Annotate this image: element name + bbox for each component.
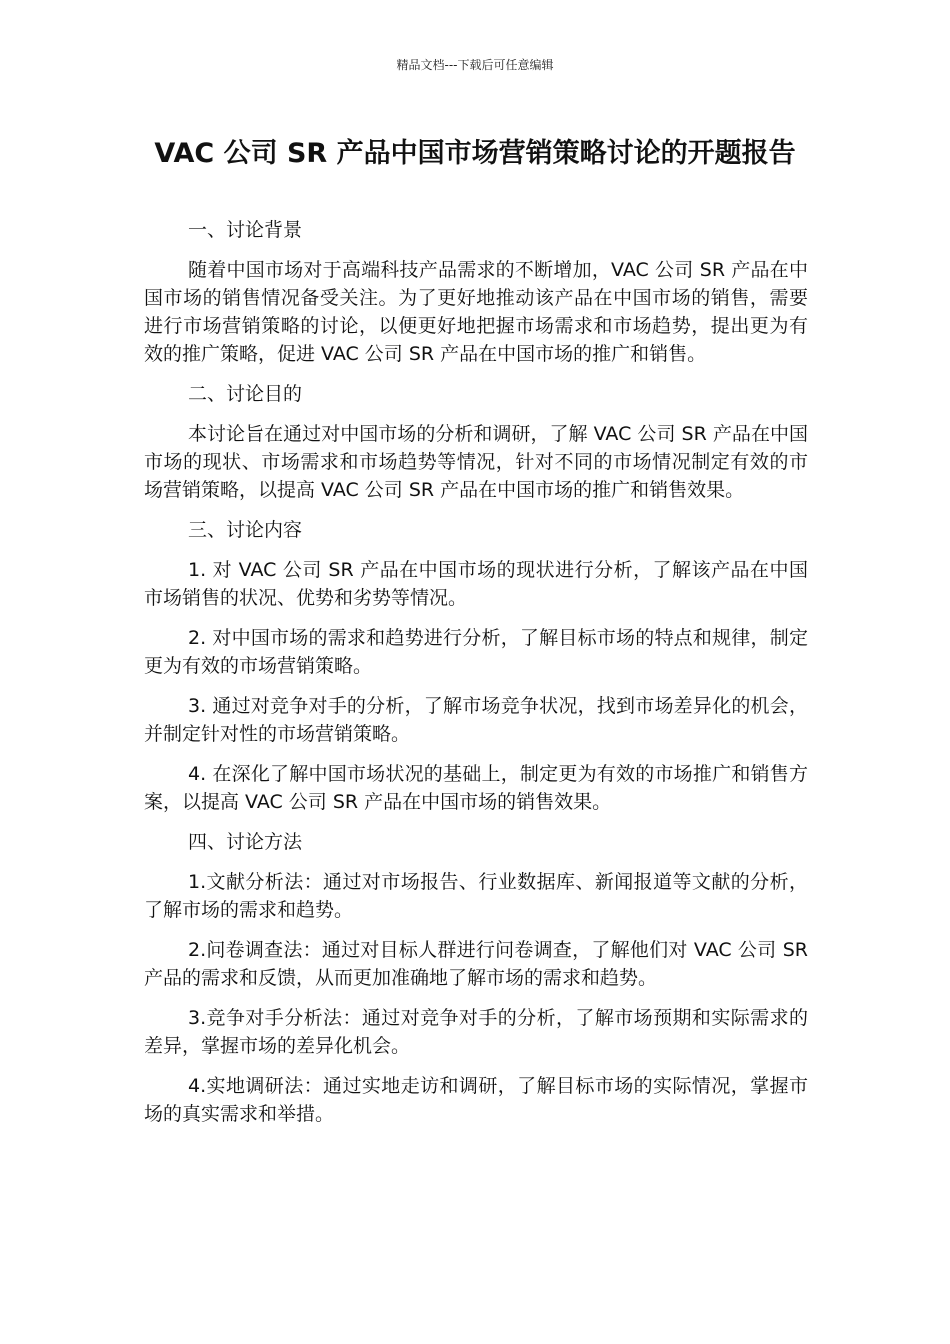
list-item: 3.竞争对手分析法：通过对竞争对手的分析，了解市场预期和实际需求的差异，掌握市场的差异化机会。 [144, 1007, 808, 1057]
section-heading: 四、讨论方法 [188, 831, 303, 853]
paragraph: 本讨论旨在通过对中国市场的分析和调研，了解 VAC 公司 SR 产品在中国市场的现状、市场需求和市场趋势等情况，针对不同的市场情况制定有效的市场营销策略，以提高 VAC 公司 SR 产品在中国市场的推广和销售效果。 [144, 423, 808, 501]
list-item: 2. 对中国市场的需求和趋势进行分析，了解目标市场的特点和规律，制定更为有效的市场营销策略。 [144, 627, 808, 677]
section-heading: 三、讨论内容 [188, 519, 303, 541]
list-item: 2.问卷调查法：通过对目标人群进行问卷调查，了解他们对 VAC 公司 SR 产品的需求和反馈，从而更加准确地了解市场的需求和趋势。 [144, 939, 808, 989]
document-title: VAC 公司 SR 产品中国市场营销策略讨论的开题报告 [154, 138, 796, 169]
list-item: 4.实地调研法：通过实地走访和调研，了解目标市场的实际情况，掌握市场的真实需求和举措。 [144, 1075, 808, 1125]
section-heading: 二、讨论目的 [188, 383, 303, 405]
list-item: 1. 对 VAC 公司 SR 产品在中国市场的现状进行分析，了解该产品在中国市场销售的状况、优势和劣势等情况。 [144, 559, 808, 609]
document-body [144, 216, 808, 1140]
section-heading: 一、讨论背景 [188, 219, 303, 241]
list-item: 1.文献分析法：通过对市场报告、行业数据库、新闻报道等文献的分析，了解市场的需求和趋势。 [144, 871, 808, 921]
header-note: 精品文档---下载后可任意编辑 [396, 58, 554, 72]
list-item: 3. 通过对竞争对手的分析，了解市场竞争状况，找到市场差异化的机会，并制定针对性的市场营销策略。 [144, 695, 808, 745]
paragraph: 随着中国市场对于高端科技产品需求的不断增加，VAC 公司 SR 产品在中国市场的销售情况备受关注。为了更好地推动该产品在中国市场的销售，需要进行市场营销策略的讨论，以便更好地把握市场需求和市场趋势，提出更为有效的推广策略，促进 VAC 公司 SR 产品在中国市场的推广和销售。 [144, 259, 808, 365]
list-item: 4. 在深化了解中国市场状况的基础上，制定更为有效的市场推广和销售方案，以提高 VAC 公司 SR 产品在中国市场的销售效果。 [144, 763, 808, 813]
